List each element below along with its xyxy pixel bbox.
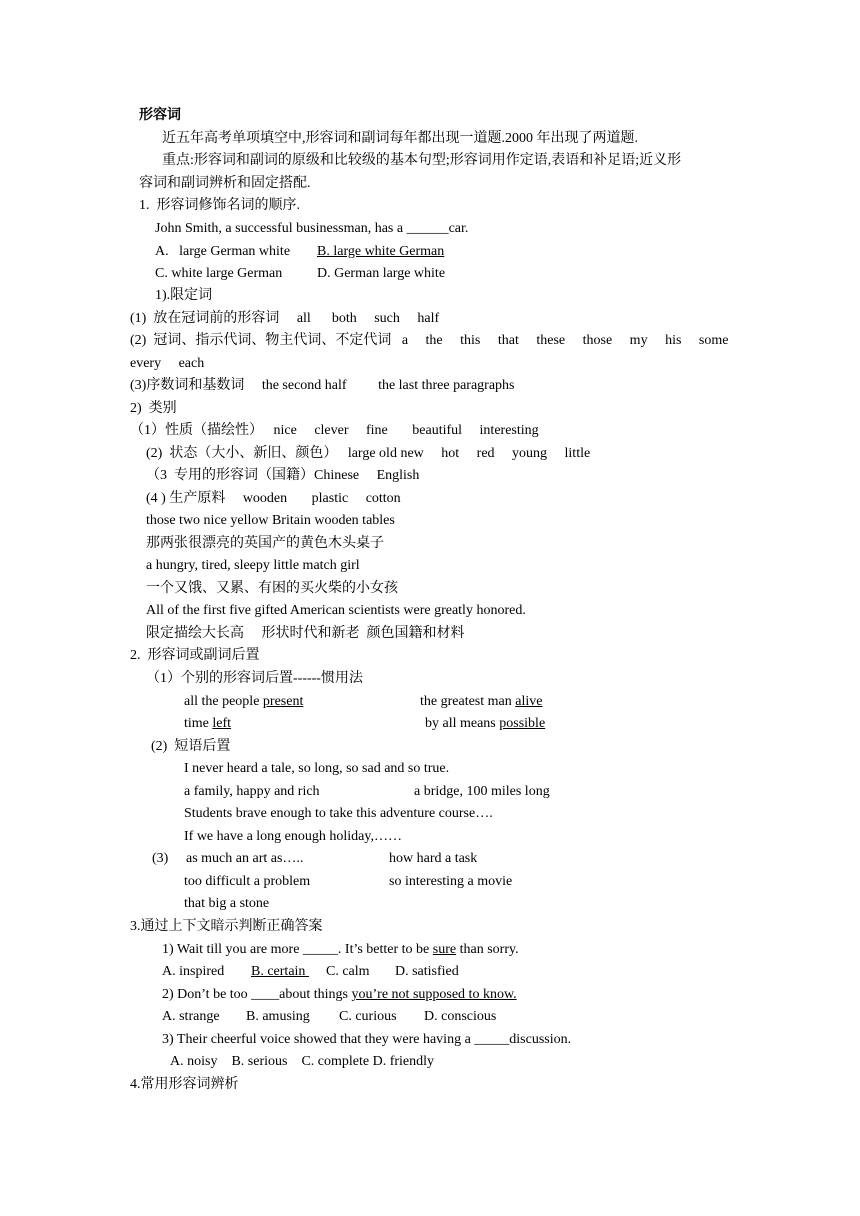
- subheading-determiners: 1).限定词: [155, 288, 213, 303]
- question-1-option-a: A. inspired: [162, 964, 225, 979]
- example-line: as much an art as…..: [186, 851, 304, 866]
- example-line: the greatest man alive: [420, 694, 543, 709]
- example-line: that big a stone: [184, 896, 270, 911]
- category-line-4: (4 ) 生产原料 wooden plastic cotton: [146, 491, 401, 506]
- example-line: a bridge, 100 miles long: [414, 784, 550, 799]
- intro-paragraph-1: 近五年高考单项填空中,形容词和副词每年都出现一道题.2000 年出现了两道题.: [162, 131, 638, 146]
- question-2-option-b: B. amusing: [246, 1009, 310, 1024]
- question-2: 2) Don’t be too ____about things you’re not supposed to know.: [162, 987, 517, 1002]
- intro-paragraph-2-cont: 容词和副词辨析和固定搭配.: [139, 176, 311, 191]
- question-text: John Smith, a successful businessman, has a ______car.: [155, 221, 469, 236]
- determiner-line-1: (1) 放在冠词前的形容词 all both such half: [130, 311, 440, 326]
- question-2-option-d: D. conscious: [424, 1009, 497, 1024]
- example-1-translation: 那两张很漂亮的英国产的黄色木头桌子: [146, 536, 384, 551]
- option-d: D. German large white: [317, 266, 446, 281]
- example-line: so interesting a movie: [389, 874, 513, 889]
- option-a: A. large German white: [155, 244, 291, 259]
- example-line: time left: [184, 716, 232, 731]
- example-line: by all means possible: [425, 716, 546, 731]
- question-1-option-d: D. satisfied: [395, 964, 459, 979]
- section-1-heading: 1. 形容词修饰名词的顺序.: [139, 198, 300, 213]
- example-line: If we have a long enough holiday,……: [184, 829, 402, 844]
- category-line-2: (2) 状态（大小、新旧、颜色） large old new hot red young little: [146, 446, 591, 461]
- determiner-line-2: (2) 冠词、指示代词、物主代词、不定代词 a the this that these those my his some: [130, 333, 729, 348]
- question-3-options: A. noisy B. serious C. complete D. friendly: [170, 1054, 435, 1069]
- order-rule: 限定描绘大长高 形状时代和新老 颜色国籍和材料: [146, 626, 465, 641]
- item-number: (3): [152, 851, 169, 866]
- subheading-phrase-postposition: (2) 短语后置: [151, 739, 231, 754]
- subheading-postposition: （1）个别的形容词后置------惯用法: [146, 671, 363, 686]
- question-1-option-b-answer: B. certain: [251, 964, 309, 979]
- intro-paragraph-2: 重点:形容词和副词的原级和比较级的基本句型;形容词用作定语,表语和补足语;近义形: [162, 153, 682, 168]
- example-2-translation: 一个又饿、又累、有困的买火柴的小女孩: [146, 581, 398, 596]
- example-line: how hard a task: [389, 851, 478, 866]
- page-title: 形容词: [139, 108, 181, 123]
- question-2-option-a: A. strange: [162, 1009, 220, 1024]
- question-1-option-c: C. calm: [326, 964, 370, 979]
- determiner-line-3: (3)序数词和基数词 the second half the last three paragraphs: [130, 378, 515, 393]
- example-1: those two nice yellow Britain wooden tables: [146, 513, 395, 528]
- example-2: a hungry, tired, sleepy little match girl: [146, 558, 360, 573]
- category-line-3: （3 专用的形容词（国籍）Chinese English: [146, 468, 420, 483]
- category-line-1: （1）性质（描绘性） nice clever fine beautiful interesting: [130, 423, 539, 438]
- subheading-categories: 2) 类别: [130, 401, 177, 416]
- question-2-option-c: C. curious: [339, 1009, 397, 1024]
- question-3: 3) Their cheerful voice showed that they were having a _____discussion.: [162, 1032, 572, 1047]
- example-line: all the people present: [184, 694, 304, 709]
- section-4-heading: 4.常用形容词辨析: [130, 1077, 239, 1092]
- option-c: C. white large German: [155, 266, 283, 281]
- section-3-heading: 3.通过上下文暗示判断正确答案: [130, 919, 323, 934]
- section-2-heading: 2. 形容词或副词后置: [130, 648, 260, 663]
- example-line: a family, happy and rich: [184, 784, 320, 799]
- option-b-answer: B. large white German: [317, 244, 445, 259]
- example-line: too difficult a problem: [184, 874, 311, 889]
- example-line: Students brave enough to take this adventure course….: [184, 806, 493, 821]
- question-1: 1) Wait till you are more _____. It’s better to be sure than sorry.: [162, 942, 519, 957]
- example-3: All of the first five gifted American scientists were greatly honored.: [146, 603, 526, 618]
- determiner-line-2-cont: every each: [130, 356, 205, 371]
- example-line: I never heard a tale, so long, so sad and so true.: [184, 761, 450, 776]
